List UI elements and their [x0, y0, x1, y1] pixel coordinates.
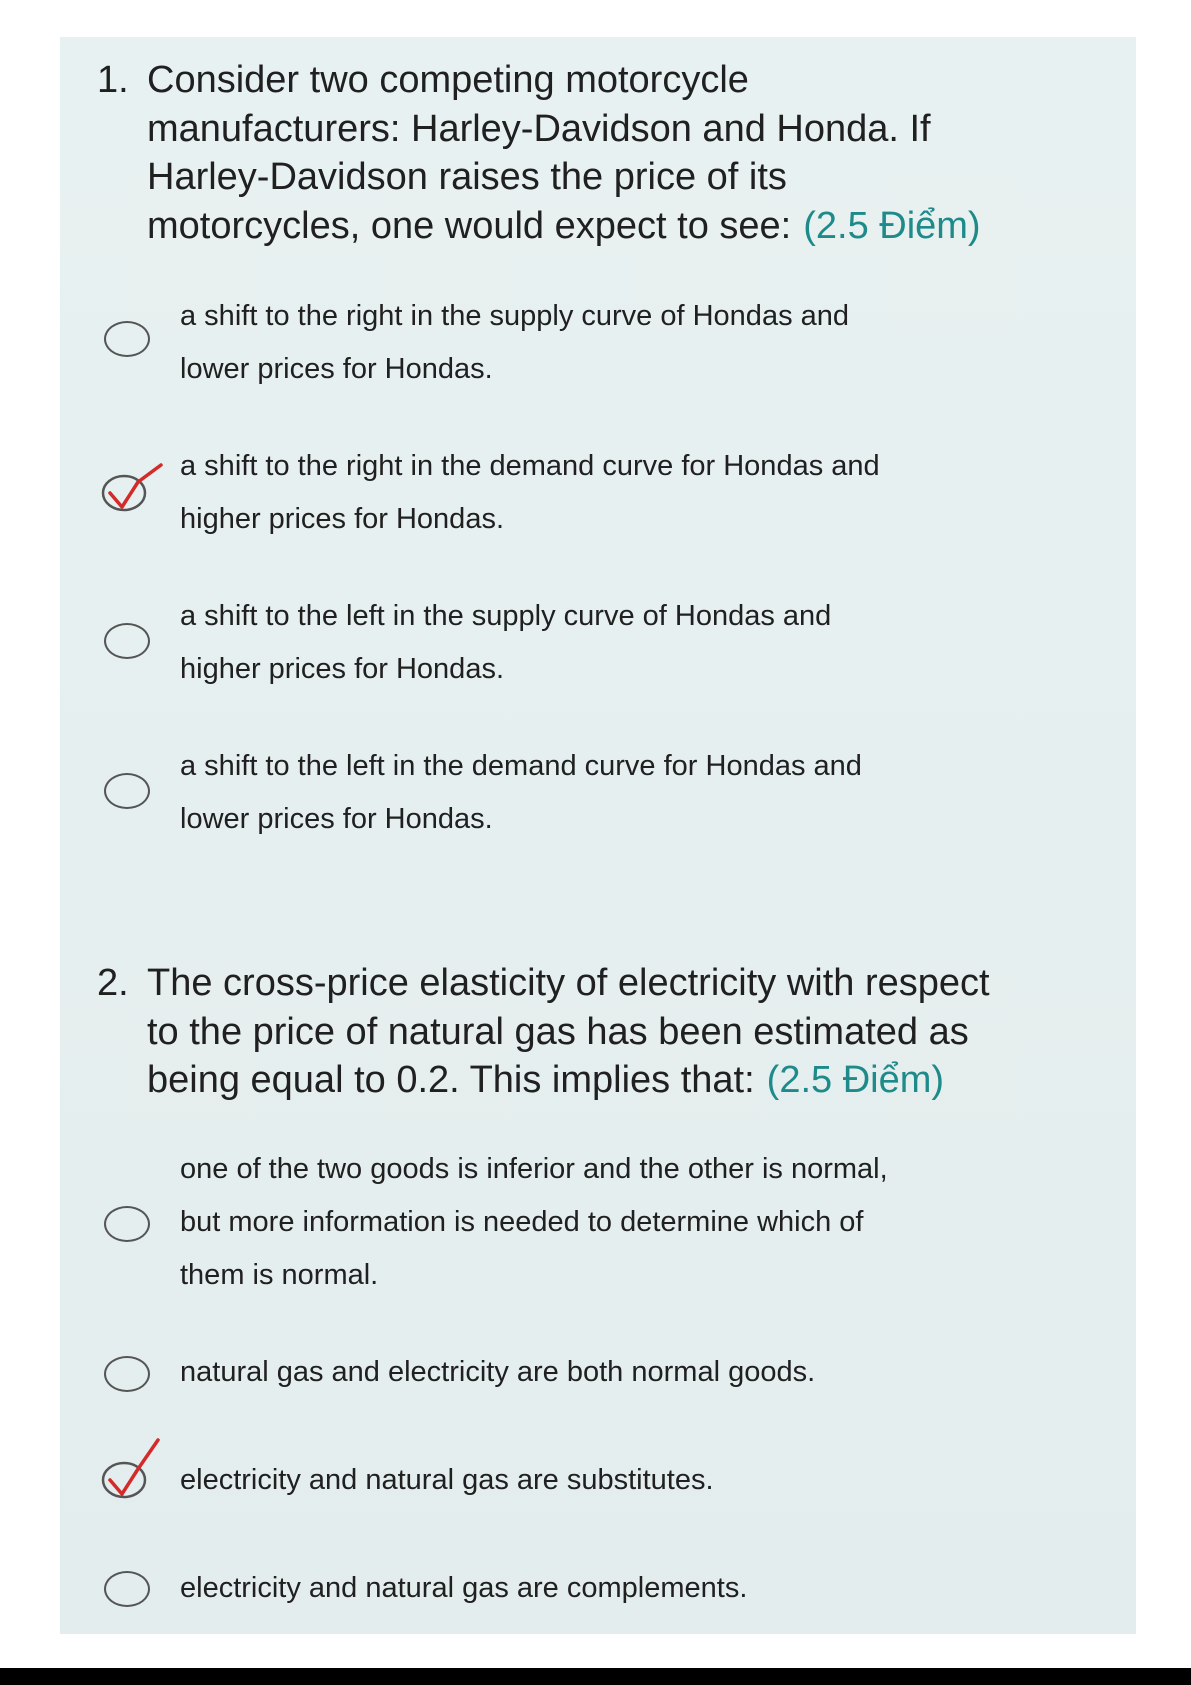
q2-option-1-radio[interactable]	[104, 1206, 150, 1242]
q2-option-4-label[interactable]: electricity and natural gas are complements.	[180, 1572, 748, 1604]
question-1-points: (2.5 Điểm)	[803, 204, 981, 247]
question-2-points: (2.5 Điểm)	[766, 1059, 945, 1101]
q1-option-2-checked-radio[interactable]	[100, 460, 170, 518]
q1-option-4-radio[interactable]	[104, 773, 150, 809]
question-1-text: Consider two competing motorcycle manufacturers: Harley-Davidson and Honda. If Harley-Davidson raises the price of its motorcycles, one would expect to see:	[147, 59, 931, 247]
q2-option-3-checked-radio[interactable]	[100, 1440, 170, 1498]
question-2-number: 2.	[97, 962, 129, 1004]
q1-option-2-label[interactable]: a shift to the right in the demand curve for Hondas and higher prices for Hondas.	[180, 450, 880, 535]
q1-option-1-radio[interactable]	[104, 321, 150, 357]
bottom-border	[0, 1668, 1191, 1685]
q1-option-1-label[interactable]: a shift to the right in the supply curve of Hondas and lower prices for Hondas.	[180, 300, 850, 385]
q1-option-3-radio[interactable]	[104, 623, 150, 659]
check-mark-icon	[110, 1440, 158, 1494]
q2-option-4-radio[interactable]	[104, 1571, 150, 1607]
question-1-prompt	[147, 56, 1107, 250]
q1-option-4-label[interactable]: a shift to the left in the demand curve for Hondas and lower prices for Hondas.	[180, 750, 862, 835]
q1-option-3-label[interactable]: a shift to the left in the supply curve of Hondas and higher prices for Hondas.	[180, 600, 832, 685]
question-2-text: The cross-price elasticity of electricity with respect to the price of natural gas has been estimated as being equal to 0.2. This implies that:	[147, 962, 990, 1101]
q2-option-2-radio[interactable]	[104, 1356, 150, 1392]
q2-option-3-label[interactable]: electricity and natural gas are substitutes.	[180, 1464, 714, 1496]
question-1-number: 1.	[97, 59, 129, 101]
q2-option-2-label[interactable]: natural gas and electricity are both normal goods.	[180, 1356, 816, 1388]
check-mark-icon	[110, 465, 161, 507]
q2-option-1-label[interactable]: one of the two goods is inferior and the other is normal, but more information is needed to determine which of them is normal.	[180, 1153, 888, 1291]
question-2-prompt	[147, 959, 1107, 1105]
